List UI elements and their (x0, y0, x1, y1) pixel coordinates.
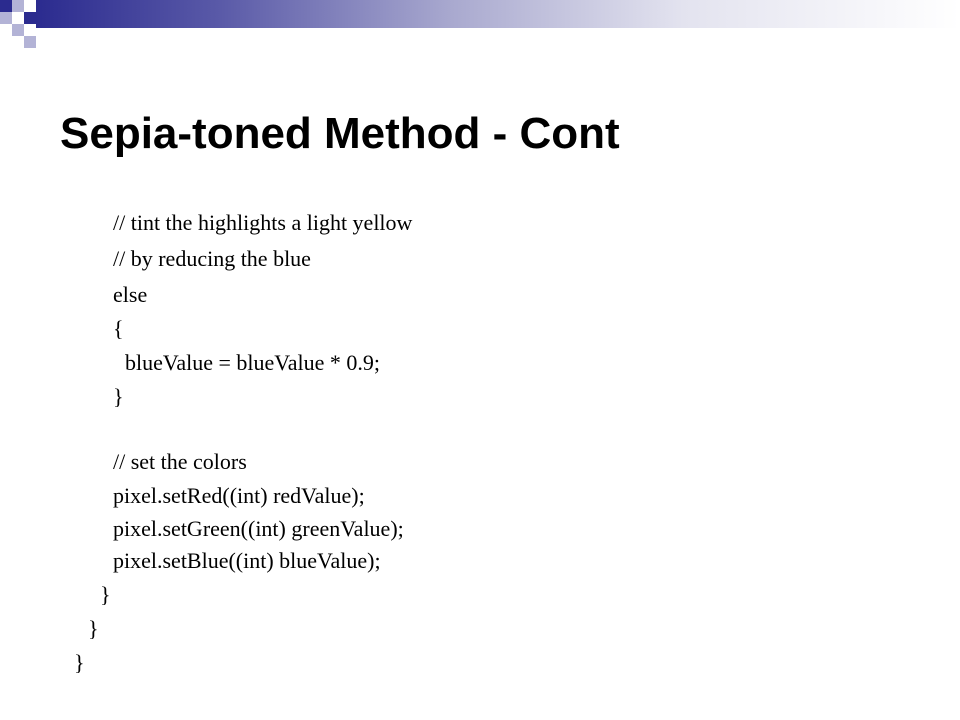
header-square-light-2 (0, 12, 12, 24)
code-line-5: blueValue = blueValue * 0.9; (125, 350, 380, 375)
code-line-9: pixel.setGreen((int) greenValue); (113, 516, 404, 541)
header-square-dark-1 (0, 0, 12, 12)
code-line-4: { (113, 316, 124, 341)
code-line-12: } (88, 616, 99, 641)
code-line-1: // tint the highlights a light yellow (113, 210, 413, 235)
code-line-13: } (74, 650, 85, 675)
header-square-light-3 (12, 24, 24, 36)
code-line-11: } (100, 582, 111, 607)
code-line-3: else (113, 282, 148, 307)
header-square-dark-2 (24, 12, 36, 24)
header-gradient-bar (36, 0, 960, 28)
header-square-light-1 (12, 0, 24, 12)
code-line-7: // set the colors (113, 449, 247, 474)
code-line-2: // by reducing the blue (113, 246, 311, 271)
code-line-8: pixel.setRed((int) redValue); (113, 483, 365, 508)
code-line-6: } (113, 384, 124, 409)
slide-title: Sepia-toned Method - Cont (60, 109, 620, 158)
header-square-light-4 (24, 36, 36, 48)
code-line-10: pixel.setBlue((int) blueValue); (113, 548, 381, 573)
